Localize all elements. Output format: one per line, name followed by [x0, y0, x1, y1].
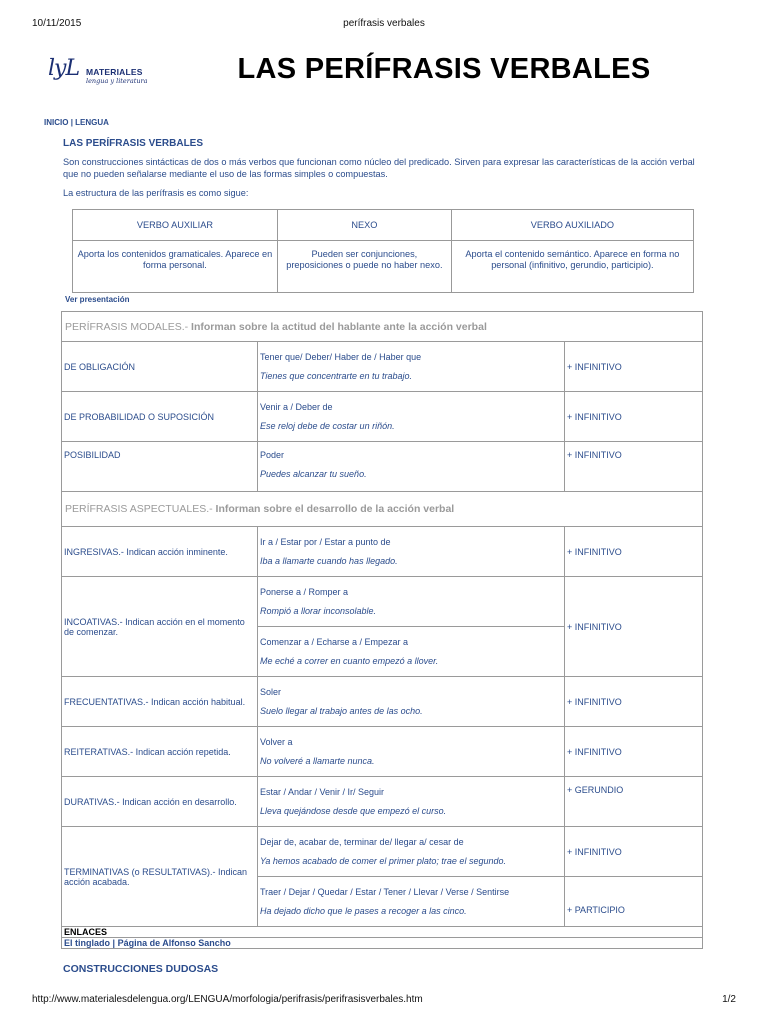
breadcrumb-home-link[interactable]: INICIO [44, 118, 69, 127]
verb-text: Venir a / Deber de [260, 401, 333, 412]
print-url: http://www.materialesdelengua.org/LENGUA/morfologia/perifrasis/perifrasisverbales.htm [32, 994, 423, 1005]
structure-header-auxiliar: VERBO AUXILIAR [73, 210, 278, 241]
logo-initials: lyL [48, 56, 80, 81]
form-cell: + INFINITIVO [564, 727, 702, 777]
verb-cell [258, 877, 565, 927]
table-row [62, 342, 703, 392]
verb-text: Comenzar a / Echarse a / Empezar a [260, 636, 409, 647]
form-cell: + GERUNDIO [564, 777, 702, 827]
type-cell: INGRESIVAS.- Indican acción inminente. [62, 527, 258, 577]
structure-cell-auxiliar: Aporta los contenidos gramaticales. Aparece en forma personal. [73, 241, 278, 293]
aspectuales-heading [62, 492, 703, 527]
logo-subtitle: lengua y literatura [86, 77, 148, 85]
verb-text: Traer / Dejar / Quedar / Estar / Tener / Llevar / Verse / Sentirse [260, 886, 510, 897]
logo-name: MATERIALES [86, 67, 143, 77]
enlaces-label: ENLACES [62, 927, 703, 938]
print-title: perífrasis verbales [343, 18, 425, 29]
form-cell: + INFINITIVO [564, 577, 702, 677]
type-cell: INCOATIVAS.- Indican acción en el momento de comenzar. [62, 577, 258, 677]
type-cell: TERMINATIVAS (o RESULTATIVAS).- Indican acción acabada. [62, 827, 258, 927]
verb-cell [258, 677, 565, 727]
verb-cell [258, 392, 565, 442]
modales-heading-title: PERÍFRASIS MODALES.- [65, 320, 189, 333]
form-cell: + INFINITIVO [564, 527, 702, 577]
perifrasis-table [61, 311, 703, 949]
example-text: Ese reloj debe de costar un riñón. [260, 420, 395, 431]
enlaces-separator: | [112, 938, 116, 948]
breadcrumb-lengua-link[interactable]: LENGUA [75, 118, 109, 127]
verb-cell [258, 442, 565, 492]
print-page-number: 1/2 [722, 994, 736, 1005]
section-title: LAS PERÍFRASIS VERBALES [63, 138, 204, 149]
table-row [62, 442, 703, 492]
verb-text: Tener que/ Deber/ Haber de / Haber que [260, 351, 422, 362]
print-date: 10/11/2015 [32, 18, 82, 29]
aspectuales-heading-row [62, 492, 703, 527]
type-cell: FRECUENTATIVAS.- Indican acción habitual. [62, 677, 258, 727]
aspectuales-heading-title: PERÍFRASIS ASPECTUALES.- [65, 503, 213, 515]
form-cell: + INFINITIVO [564, 677, 702, 727]
enlaces-links-row [62, 938, 703, 949]
site-logo[interactable] [48, 56, 158, 92]
example-text: Me eché a correr en cuanto empezó a llover. [260, 655, 439, 666]
form-cell: + INFINITIVO [564, 392, 702, 442]
structure-header-auxiliado: VERBO AUXILIADO [451, 210, 693, 241]
table-row [62, 392, 703, 442]
enlaces-row [62, 927, 703, 938]
table-row [62, 727, 703, 777]
structure-cell-auxiliado: Aporta el contenido semántico. Aparece en forma no personal (infinitivo, gerundio, participio). [451, 241, 693, 293]
page-title: LAS PERÍFRASIS VERBALES [237, 53, 651, 85]
table-row [62, 677, 703, 727]
table-row [62, 777, 703, 827]
form-cell: + INFINITIVO [564, 827, 702, 877]
verb-cell [258, 777, 565, 827]
verb-text: Soler [260, 686, 282, 697]
verb-text: Ir a / Estar por / Estar a punto de [260, 536, 391, 547]
verb-cell [258, 527, 565, 577]
example-text: Suelo llegar al trabajo antes de las ocho. [260, 705, 423, 716]
construcciones-dudosas-link[interactable]: CONSTRUCCIONES DUDOSAS [63, 963, 219, 975]
verb-cell [258, 827, 565, 877]
print-footer [32, 994, 736, 1008]
type-cell: POSIBILIDAD [62, 442, 258, 492]
modales-heading-row [62, 312, 703, 342]
table-row [62, 577, 703, 627]
alfonso-sancho-link[interactable]: Página de Alfonso Sancho [117, 938, 231, 948]
verb-text: Poder [260, 450, 285, 460]
breadcrumb-separator: | [70, 118, 73, 127]
form-cell: + INFINITIVO [564, 342, 702, 392]
example-text: Ha dejado dicho que le pases a recoger a las cinco. [260, 905, 467, 916]
verb-cell [258, 727, 565, 777]
verb-cell [258, 577, 565, 627]
enlaces-links [62, 938, 703, 949]
type-cell: DE OBLIGACIÓN [62, 342, 258, 392]
breadcrumb [44, 118, 109, 127]
form-cell: + PARTICIPIO [564, 877, 702, 927]
print-header [32, 18, 736, 32]
structure-cell-nexo: Pueden ser conjunciones, preposiciones o puede no haber nexo. [277, 241, 451, 293]
verb-text: Ponerse a / Romper a [260, 586, 349, 597]
structure-table [72, 209, 694, 293]
form-cell: + INFINITIVO [564, 442, 702, 492]
verb-cell [258, 342, 565, 392]
aspectuales-heading-desc: Informan sobre el desarrollo de la acción verbal [212, 503, 455, 515]
example-text: Iba a llamarte cuando has llegado. [260, 555, 398, 566]
example-text: Lleva quejándose desde que empezó el curso. [260, 805, 447, 816]
example-text: Ya hemos acabado de comer el primer plato; trae el segundo. [260, 855, 506, 866]
type-cell: REITERATIVAS.- Indican acción repetida. [62, 727, 258, 777]
example-text: No volveré a llamarte nunca. [260, 755, 375, 766]
example-text: Puedes alcanzar tu sueño. [260, 469, 367, 479]
modales-heading [62, 312, 703, 342]
ver-presentacion-link[interactable]: Ver presentación [65, 295, 130, 304]
verb-text: Dejar de, acabar de, terminar de/ llegar a/ cesar de [260, 836, 464, 847]
example-text: Rompió a llorar inconsolable. [260, 605, 377, 616]
intro-paragraph: Son construcciones sintácticas de dos o más verbos que funcionan como núcleo del predicado. Sirven para expresar las características de la acción verbal que no pueden señalarse mediante el uso de las formas simples o compuestas. [63, 157, 695, 179]
table-row [62, 527, 703, 577]
verb-text: Volver a [260, 736, 293, 747]
type-cell: DE PROBABILIDAD O SUPOSICIÓN [62, 392, 258, 442]
example-text: Tienes que concentrarte en tu trabajo. [260, 370, 413, 381]
structure-header-nexo: NEXO [277, 210, 451, 241]
table-row [62, 827, 703, 877]
verb-text: Estar / Andar / Venir / Ir/ Seguir [260, 786, 385, 797]
modales-heading-desc: Informan sobre la actitud del hablante ante la acción verbal [188, 320, 487, 333]
structure-intro: La estructura de las perífrasis es como sigue: [63, 188, 249, 198]
el-tinglado-link[interactable]: El tinglado [64, 938, 110, 948]
type-cell: DURATIVAS.- Indican acción en desarrollo. [62, 777, 258, 827]
verb-cell [258, 627, 565, 677]
